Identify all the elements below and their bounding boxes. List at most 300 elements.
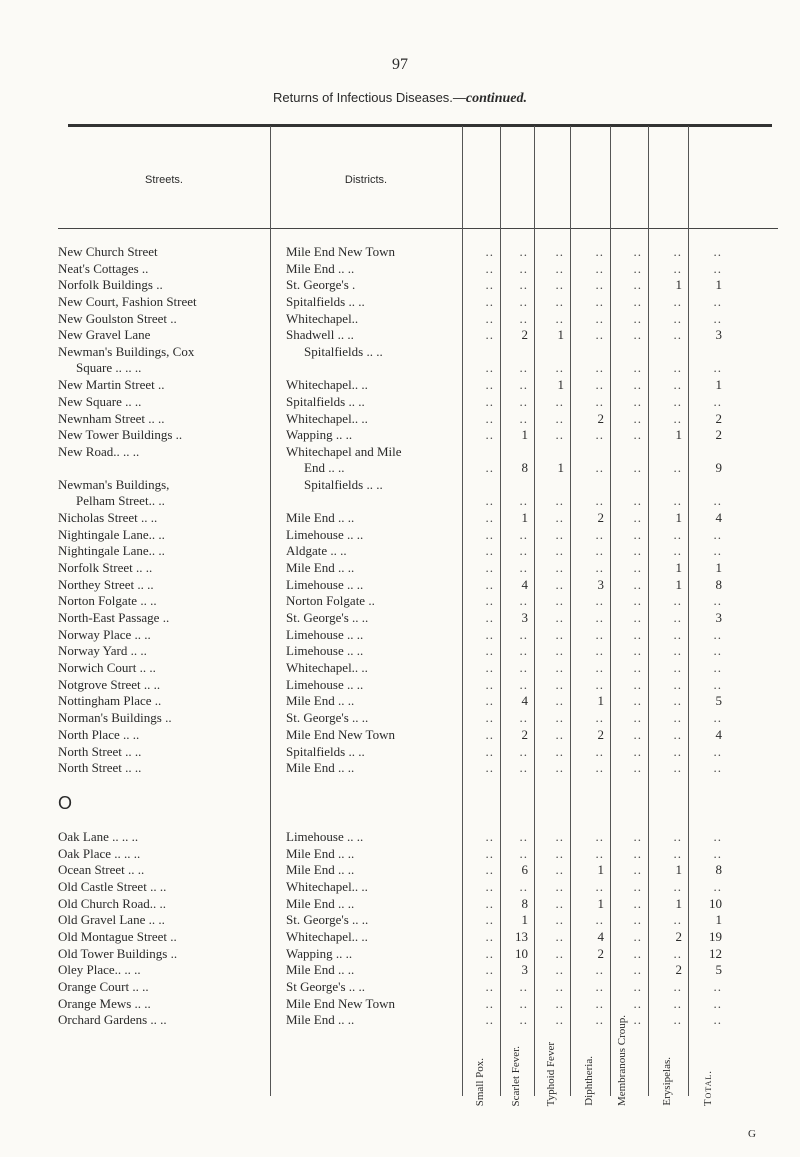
- value-cell: ..: [485, 277, 494, 293]
- value-cell: ..: [673, 244, 682, 259]
- value-cell: 4: [715, 726, 722, 742]
- value-cell: ..: [713, 626, 722, 642]
- value-cell: 1: [675, 559, 682, 575]
- value-cell: 1: [557, 377, 564, 393]
- value-cell: ..: [485, 509, 494, 525]
- value-cell: ..: [485, 979, 494, 995]
- table-row: [58, 394, 778, 411]
- value-cell: ..: [673, 410, 682, 426]
- street-cell: Oak Place .. .. ..: [58, 845, 141, 861]
- district-cell: Limehouse .. ..: [286, 828, 364, 844]
- street-name: Newman's Buildings,: [58, 476, 170, 492]
- value-cell: ..: [555, 427, 564, 443]
- table-row: [58, 377, 778, 394]
- table-row: [58, 593, 778, 610]
- table-row: [58, 327, 778, 344]
- value-cell: ..: [555, 710, 564, 726]
- value-cell: ..: [519, 543, 528, 559]
- value-cell: ..: [595, 310, 604, 326]
- value-cell: ..: [673, 377, 682, 393]
- district-cell: Limehouse .. ..: [286, 676, 364, 692]
- value-cell: ..: [485, 676, 494, 692]
- district-cell: Wapping .. ..: [286, 945, 353, 961]
- value-cell: ..: [595, 676, 604, 692]
- title-continued: continued.: [465, 91, 527, 106]
- value-cell: ..: [555, 1012, 564, 1028]
- value-cell: ..: [555, 526, 564, 542]
- value-cell: ..: [485, 310, 494, 326]
- header-diphtheria: Diphtheria.: [583, 1056, 595, 1106]
- value-cell: ..: [595, 660, 604, 676]
- value-cell: ..: [673, 676, 682, 692]
- value-cell: 1: [715, 277, 722, 293]
- value-cell: ..: [633, 660, 642, 676]
- district-name-cont: End .. ..: [304, 459, 345, 475]
- district-cell: Mile End .. ..: [286, 862, 355, 878]
- value-cell: ..: [485, 459, 494, 475]
- district-cell: Mile End .. ..: [286, 509, 355, 525]
- value-cell: ..: [595, 1012, 604, 1028]
- value-cell: ..: [633, 828, 642, 844]
- street-cell: Newnham Street .. ..: [58, 410, 165, 426]
- street-cell: New Gravel Lane: [58, 327, 151, 343]
- value-cell: ..: [485, 743, 494, 759]
- signature-mark: G: [748, 1128, 756, 1140]
- value-cell: 2: [675, 929, 682, 944]
- value-cell: ..: [673, 393, 682, 409]
- value-cell: ..: [633, 327, 642, 343]
- value-cell: ..: [485, 244, 494, 259]
- value-cell: ..: [555, 895, 564, 911]
- value-cell: ..: [519, 559, 528, 575]
- value-cell: ..: [673, 610, 682, 625]
- value-cell: ..: [485, 929, 494, 944]
- value-cell: 9: [715, 459, 722, 475]
- table-row: [58, 294, 778, 311]
- district-cell: Norton Folgate ..: [286, 593, 375, 609]
- value-cell: ..: [519, 660, 528, 676]
- value-cell: ..: [555, 559, 564, 575]
- street-cell: North Street .. ..: [58, 743, 142, 759]
- value-cell: ..: [485, 862, 494, 878]
- header-districts: Districts.: [344, 174, 388, 186]
- value-cell: ..: [555, 845, 564, 861]
- value-cell: ..: [485, 360, 494, 376]
- table-row: [58, 744, 778, 761]
- value-cell: ..: [673, 995, 682, 1011]
- value-cell: ..: [633, 576, 642, 592]
- value-cell: ..: [713, 526, 722, 542]
- value-cell: ..: [519, 294, 528, 310]
- district-cell: [286, 477, 462, 493]
- table-row: [58, 677, 778, 694]
- district-cell: Shadwell .. ..: [286, 327, 354, 343]
- value-cell: 1: [597, 693, 604, 709]
- value-cell: ..: [595, 459, 604, 475]
- value-cell: ..: [485, 726, 494, 742]
- table-row: [58, 879, 778, 896]
- district-cell: St. George's .. ..: [286, 710, 369, 726]
- value-cell: ..: [633, 1012, 642, 1028]
- value-cell: ..: [485, 543, 494, 559]
- header-streets: Streets.: [145, 174, 183, 186]
- district-cell: [286, 344, 462, 360]
- table-row: [58, 846, 778, 863]
- value-cell: ..: [485, 492, 494, 508]
- value-cell: ..: [595, 995, 604, 1011]
- value-cell: 2: [597, 726, 604, 742]
- district-cell: Whitechapel.. ..: [286, 929, 368, 944]
- value-cell: 1: [715, 912, 722, 928]
- value-cell: 3: [715, 327, 722, 343]
- district-cell: Mile End New Town: [286, 995, 395, 1011]
- value-cell: ..: [633, 929, 642, 944]
- value-cell: 4: [521, 576, 528, 592]
- value-cell: ..: [555, 593, 564, 609]
- district-cell: Mile End .. ..: [286, 1012, 355, 1028]
- value-cell: 12: [709, 945, 722, 961]
- value-cell: ..: [595, 526, 604, 542]
- street-cell: Nightingale Lane.. ..: [58, 526, 165, 542]
- value-cell: ..: [519, 377, 528, 393]
- value-cell: ..: [633, 543, 642, 559]
- value-cell: ..: [485, 393, 494, 409]
- value-cell: ..: [485, 962, 494, 978]
- value-cell: ..: [485, 593, 494, 609]
- value-cell: ..: [633, 760, 642, 776]
- district-name: Whitechapel and Mile: [286, 443, 402, 459]
- district-cell: Whitechapel.. ..: [286, 410, 368, 426]
- value-cell: 4: [715, 509, 722, 525]
- district-name-cont: Spitalfields .. ..: [304, 476, 383, 492]
- district-cell: Mile End New Town: [286, 244, 395, 259]
- header-typhoid-fever: Typhoid Fever: [545, 1041, 557, 1106]
- table-row: [58, 643, 778, 660]
- value-cell: ..: [673, 878, 682, 894]
- value-cell: 1: [521, 509, 528, 525]
- table-row: [58, 1012, 778, 1029]
- value-cell: ..: [673, 459, 682, 475]
- header-small-pox: Small Pox.: [474, 1057, 486, 1106]
- value-cell: ..: [633, 377, 642, 393]
- value-cell: ..: [713, 492, 722, 508]
- table-row: [58, 277, 778, 294]
- value-cell: ..: [595, 559, 604, 575]
- table-row: [58, 261, 778, 278]
- value-cell: ..: [713, 543, 722, 559]
- value-cell: ..: [485, 945, 494, 961]
- value-cell: ..: [485, 995, 494, 1011]
- street-cell: New Goulston Street ..: [58, 310, 177, 326]
- value-cell: ..: [595, 743, 604, 759]
- street-cell: [58, 477, 266, 509]
- value-cell: ..: [673, 726, 682, 742]
- value-cell: ..: [633, 895, 642, 911]
- value-cell: ..: [555, 995, 564, 1011]
- table-row: [58, 244, 778, 261]
- value-cell: 5: [715, 962, 722, 978]
- district-cell: Whitechapel.. ..: [286, 660, 368, 676]
- value-cell: ..: [555, 393, 564, 409]
- street-name: New Road.. .. ..: [58, 443, 140, 459]
- table-row: [58, 929, 778, 946]
- value-cell: ..: [633, 492, 642, 508]
- value-cell: ..: [595, 393, 604, 409]
- table-row: [58, 444, 778, 477]
- district-cell: Mile End .. ..: [286, 895, 355, 911]
- value-cell: ..: [673, 643, 682, 659]
- value-cell: 1: [521, 427, 528, 443]
- value-cell: ..: [633, 979, 642, 995]
- value-cell: ..: [713, 995, 722, 1011]
- value-cell: ..: [555, 676, 564, 692]
- value-cell: ..: [485, 576, 494, 592]
- district-cell: Whitechapel.. ..: [286, 377, 368, 393]
- value-cell: 10: [709, 895, 722, 911]
- value-cell: ..: [595, 845, 604, 861]
- value-cell: ..: [555, 878, 564, 894]
- value-cell: ..: [673, 626, 682, 642]
- value-cell: ..: [633, 410, 642, 426]
- value-cell: ..: [595, 360, 604, 376]
- value-cell: ..: [673, 828, 682, 844]
- street-cell: Norway Yard .. ..: [58, 643, 147, 659]
- value-cell: ..: [633, 526, 642, 542]
- value-cell: ..: [633, 393, 642, 409]
- value-cell: ..: [519, 244, 528, 259]
- value-cell: ..: [633, 509, 642, 525]
- street-cell: Oak Lane .. .. ..: [58, 828, 139, 844]
- value-cell: ..: [673, 1012, 682, 1028]
- value-cell: 1: [675, 895, 682, 911]
- district-cell: Mile End .. ..: [286, 693, 355, 709]
- table-row: [58, 560, 778, 577]
- value-cell: ..: [555, 244, 564, 259]
- table-row: [58, 344, 778, 377]
- district-cell: Wapping .. ..: [286, 427, 353, 443]
- value-cell: ..: [633, 995, 642, 1011]
- value-cell: 3: [521, 610, 528, 625]
- table-row: [58, 896, 778, 913]
- value-cell: ..: [555, 310, 564, 326]
- value-cell: 1: [715, 559, 722, 575]
- value-cell: ..: [595, 912, 604, 928]
- value-cell: 8: [715, 862, 722, 878]
- value-cell: ..: [633, 962, 642, 978]
- value-cell: 1: [715, 377, 722, 393]
- value-cell: 5: [715, 693, 722, 709]
- value-cell: 2: [597, 509, 604, 525]
- value-cell: 2: [597, 945, 604, 961]
- value-cell: ..: [713, 828, 722, 844]
- value-cell: ..: [633, 643, 642, 659]
- district-cell: Mile End .. ..: [286, 962, 355, 978]
- value-cell: ..: [673, 360, 682, 376]
- value-cell: ..: [595, 492, 604, 508]
- value-cell: ..: [633, 743, 642, 759]
- value-cell: ..: [673, 310, 682, 326]
- table-top-rule: [68, 124, 772, 127]
- value-cell: ..: [485, 327, 494, 343]
- value-cell: ..: [633, 459, 642, 475]
- value-cell: ..: [673, 912, 682, 928]
- value-cell: ..: [713, 710, 722, 726]
- header-erysipelas: Erysipelas.: [661, 1057, 673, 1106]
- value-cell: ..: [633, 945, 642, 961]
- value-cell: 4: [521, 693, 528, 709]
- value-cell: ..: [595, 610, 604, 625]
- value-cell: 1: [675, 427, 682, 443]
- value-cell: ..: [485, 710, 494, 726]
- value-cell: ..: [519, 626, 528, 642]
- value-cell: ..: [595, 427, 604, 443]
- value-cell: ..: [713, 660, 722, 676]
- section-letter: O: [58, 792, 73, 813]
- value-cell: 2: [597, 410, 604, 426]
- value-cell: 2: [675, 962, 682, 978]
- street-cell: New Martin Street ..: [58, 377, 165, 393]
- table-body: [58, 244, 778, 1029]
- value-cell: ..: [519, 710, 528, 726]
- value-cell: ..: [595, 643, 604, 659]
- value-cell: 8: [521, 459, 528, 475]
- value-cell: 6: [521, 862, 528, 878]
- street-cell: Norfolk Buildings ..: [58, 277, 163, 293]
- district-cell: St George's .. ..: [286, 979, 366, 995]
- value-cell: ..: [519, 643, 528, 659]
- table-row: [58, 311, 778, 328]
- value-cell: ..: [555, 360, 564, 376]
- value-cell: ..: [485, 878, 494, 894]
- value-cell: ..: [519, 492, 528, 508]
- value-cell: ..: [633, 593, 642, 609]
- value-cell: 1: [675, 277, 682, 293]
- value-cell: ..: [595, 327, 604, 343]
- value-cell: 2: [715, 410, 722, 426]
- value-cell: ..: [519, 979, 528, 995]
- header-scarlet-fever: Scarlet Fever.: [510, 1045, 522, 1106]
- value-cell: 1: [597, 895, 604, 911]
- value-cell: ..: [555, 492, 564, 508]
- street-cell: Norwich Court .. ..: [58, 660, 156, 676]
- value-cell: ..: [555, 294, 564, 310]
- value-cell: ..: [673, 327, 682, 343]
- table-row: [58, 627, 778, 644]
- value-cell: ..: [485, 427, 494, 443]
- value-cell: ..: [633, 845, 642, 861]
- street-name-cont: Pelham Street.. ..: [76, 492, 165, 508]
- value-cell: ..: [485, 294, 494, 310]
- value-cell: 1: [597, 862, 604, 878]
- value-cell: ..: [555, 929, 564, 944]
- value-cell: ..: [673, 760, 682, 776]
- value-cell: ..: [555, 743, 564, 759]
- value-cell: ..: [633, 427, 642, 443]
- value-cell: 1: [557, 327, 564, 343]
- value-cell: ..: [713, 294, 722, 310]
- value-cell: ..: [595, 979, 604, 995]
- value-cell: ..: [673, 945, 682, 961]
- value-cell: ..: [633, 626, 642, 642]
- district-cell: Mile End .. ..: [286, 845, 355, 861]
- district-cell: [286, 444, 462, 476]
- value-cell: ..: [485, 610, 494, 625]
- value-cell: ..: [633, 878, 642, 894]
- value-cell: 3: [597, 576, 604, 592]
- value-cell: ..: [555, 260, 564, 276]
- value-cell: ..: [633, 260, 642, 276]
- table-row: [58, 946, 778, 963]
- table-row: [58, 760, 778, 777]
- value-cell: ..: [595, 543, 604, 559]
- value-cell: ..: [673, 693, 682, 709]
- table-row: [58, 862, 778, 879]
- value-cell: ..: [673, 294, 682, 310]
- value-cell: ..: [519, 828, 528, 844]
- value-cell: 2: [521, 327, 528, 343]
- value-cell: ..: [713, 743, 722, 759]
- value-cell: ..: [555, 862, 564, 878]
- street-cell: Notgrove Street .. ..: [58, 676, 161, 692]
- value-cell: ..: [673, 526, 682, 542]
- value-cell: ..: [519, 360, 528, 376]
- value-cell: ..: [713, 310, 722, 326]
- street-cell: Norman's Buildings ..: [58, 710, 172, 726]
- infectious-diseases-table: [58, 124, 778, 1124]
- value-cell: ..: [673, 979, 682, 995]
- district-cell: Spitalfields .. ..: [286, 294, 365, 310]
- value-cell: ..: [633, 310, 642, 326]
- value-cell: ..: [713, 360, 722, 376]
- value-cell: ..: [485, 912, 494, 928]
- value-cell: ..: [485, 828, 494, 844]
- value-cell: ..: [519, 676, 528, 692]
- value-cell: ..: [633, 294, 642, 310]
- district-cell: St. George's .: [286, 277, 356, 293]
- value-cell: ..: [713, 393, 722, 409]
- street-cell: Norway Place .. ..: [58, 626, 151, 642]
- table-row: [58, 727, 778, 744]
- street-cell: Old Castle Street .. ..: [58, 878, 167, 894]
- page-number: 97: [392, 56, 408, 73]
- street-cell: Nicholas Street .. ..: [58, 509, 158, 525]
- value-cell: ..: [485, 260, 494, 276]
- value-cell: ..: [519, 743, 528, 759]
- table-row: [58, 710, 778, 727]
- value-cell: ..: [519, 410, 528, 426]
- street-cell: North-East Passage ..: [58, 610, 170, 625]
- table-row: [58, 996, 778, 1013]
- district-cell: Aldgate .. ..: [286, 543, 347, 559]
- street-cell: New Court, Fashion Street: [58, 294, 197, 310]
- value-cell: ..: [519, 760, 528, 776]
- value-cell: ..: [633, 360, 642, 376]
- street-cell: Northey Street .. ..: [58, 576, 154, 592]
- street-cell: [58, 344, 266, 376]
- table-row: [58, 427, 778, 444]
- value-cell: ..: [673, 593, 682, 609]
- value-cell: ..: [595, 878, 604, 894]
- street-cell: Nottingham Place ..: [58, 693, 162, 709]
- value-cell: ..: [555, 945, 564, 961]
- table-row: [58, 477, 778, 510]
- value-cell: ..: [673, 492, 682, 508]
- value-cell: ..: [595, 626, 604, 642]
- value-cell: ..: [673, 660, 682, 676]
- value-cell: ..: [633, 277, 642, 293]
- street-cell: Orange Mews .. ..: [58, 995, 151, 1011]
- page-title: [0, 90, 800, 107]
